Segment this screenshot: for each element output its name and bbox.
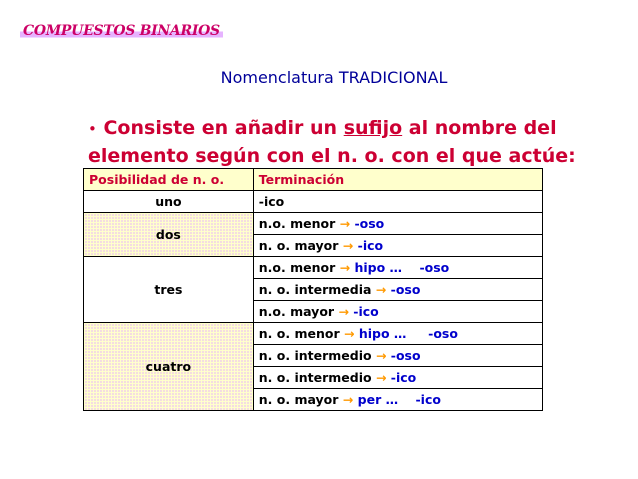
bullet-dot: • [88,120,97,138]
term-tres-3: n.o. mayor → -ico [253,301,542,323]
bullet-underlined-word: sufijo [343,117,403,139]
row-label-tres: tres [84,257,254,323]
arrow-icon: → [375,370,387,385]
arrow-icon: → [342,392,354,407]
table-row-dos-1 [84,213,543,235]
arrow-icon: → [375,282,387,297]
table-row-uno [84,191,543,213]
page-title: Nomenclatura TRADICIONAL [220,68,448,87]
term-cuatro-3: n. o. intermedio → -ico [253,367,542,389]
table-row-tres-1 [84,257,543,279]
nomenclature-table [83,168,543,411]
bullet-text-before: Consiste en añadir un [103,117,344,139]
arrow-icon: → [338,304,349,319]
arrow-icon: → [339,260,351,275]
term-dos-1: n.o. menor → -oso [253,213,542,235]
term-cuatro-4: n. o. mayor → per … -ico [253,389,542,411]
bullet-text-after: al nombre del elemento según con el n. o. con el que actúe: [88,117,576,167]
term-uno: -ico [253,191,542,213]
arrow-icon: → [343,326,355,341]
bullet-paragraph [88,115,588,170]
term-tres-1: n.o. menor → hipo … -oso [253,257,542,279]
row-label-cuatro: cuatro [84,323,254,411]
header-cell-terminacion: Terminación [253,169,542,191]
term-dos-2: n. o. mayor → -ico [253,235,542,257]
arrow-icon: → [375,348,387,363]
arrow-icon: → [339,216,351,231]
table-row-cuatro-1 [84,323,543,345]
row-label-uno: uno [84,191,254,213]
header-cell-posibilidad: Posibilidad de n. o. [84,169,254,191]
term-cuatro-2: n. o. intermedio → -oso [253,345,542,367]
term-cuatro-1: n. o. menor → hipo … -oso [253,323,542,345]
arrow-icon: → [342,238,354,253]
row-label-dos: dos [84,213,254,257]
table-header-row [84,169,543,191]
term-tres-2: n. o. intermedia → -oso [253,279,542,301]
section-label: COMPUESTOS BINARIOS [20,22,223,39]
